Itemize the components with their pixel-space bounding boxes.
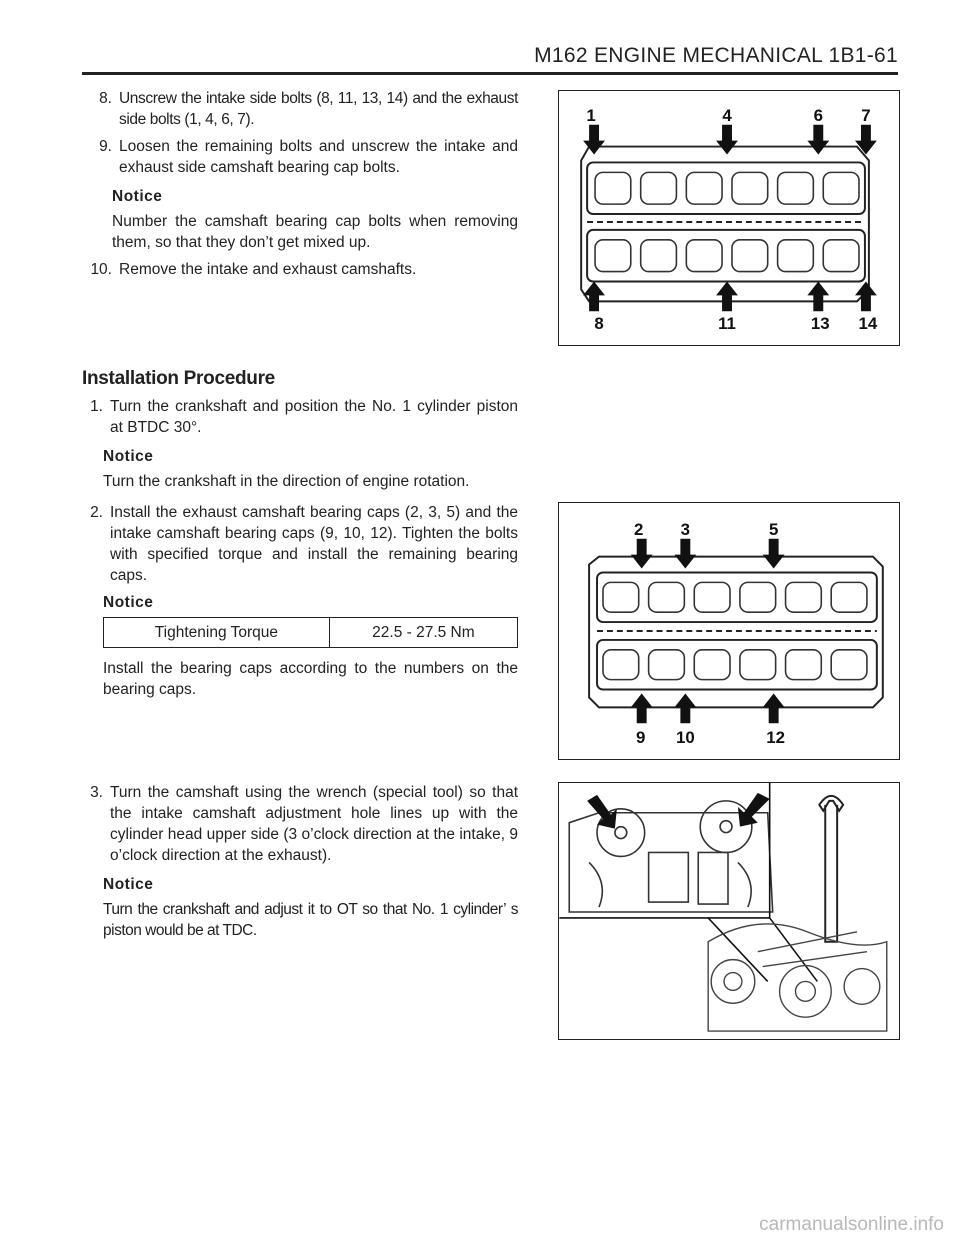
wrench-diagram (559, 783, 899, 1039)
notice-text: Number the camshaft bearing cap bolts when removing them, so that they don’t get mixed up. (112, 213, 518, 251)
bolt-label: 14 (858, 314, 878, 334)
notice-text: Turn the crankshaft in the direction of engine rotation. (103, 473, 470, 490)
step-text: Install the exhaust camshaft bearing caps (2, 3, 5) and the intake camshaft bearing caps (9, 10, 12). Tighten the bolts with specified torque and install the remaining bearing caps. (110, 504, 518, 584)
watermark-text: carmanualsonline.info (759, 1214, 944, 1235)
step-2 (82, 502, 518, 586)
camshaft-diagram-1 (559, 91, 899, 345)
notice-title: Notice (112, 188, 163, 205)
step-9 (82, 136, 518, 178)
notice-text: Install the bearing caps according to the numbers on the bearing caps. (103, 660, 518, 698)
figure-camshaft-bolts-removal (558, 90, 900, 346)
camshaft-diagram-2 (559, 503, 899, 759)
table-row (104, 618, 518, 648)
section-title: Installation Procedure (82, 368, 275, 389)
step-3 (82, 782, 518, 866)
step-number: 10. (90, 261, 112, 278)
install-step-2 (82, 502, 518, 706)
step-text: Unscrew the intake side bolts (8, 11, 13, 14) and the exhaust side bolts (1, 4, 6, 7). (119, 90, 518, 128)
step-10 (82, 259, 518, 280)
removal-steps (82, 88, 518, 286)
header-rule (82, 72, 898, 75)
cap-label: 3 (680, 519, 691, 539)
step-text: Loosen the remaining bolts and unscrew the intake and exhaust side camshaft bearing cap bolts. (119, 138, 518, 176)
step-number: 3. (90, 784, 103, 801)
step-1 (82, 396, 518, 438)
page-header-title: M162 ENGINE MECHANICAL 1B1-61 (534, 44, 898, 67)
figure-bearing-caps-install (558, 502, 900, 760)
bolt-label: 8 (594, 314, 604, 334)
step-number: 1. (90, 398, 103, 415)
step-number: 9. (99, 138, 112, 155)
cap-label: 9 (635, 728, 646, 748)
notice-text: Turn the crankshaft and adjust it to OT so that No. 1 cylinder’ s piston would be at TDC. (103, 901, 518, 939)
figure-camshaft-wrench (558, 782, 900, 1040)
cap-label: 10 (675, 728, 695, 748)
step-text: Remove the intake and exhaust camshafts. (119, 261, 417, 278)
bolt-label: 7 (861, 105, 871, 125)
step-text: Turn the camshaft using the wrench (special tool) so that the intake camshaft adjustment hole lines up with the cylinder head upper side (3 o’clock direction at the intake, 9 o’clock direction at the exhaust). (110, 784, 518, 864)
notice-title: Notice (103, 876, 154, 893)
torque-table (103, 617, 518, 648)
bolt-label: 6 (813, 105, 823, 125)
step-text: Turn the crankshaft and position the No. 1 cylinder piston at BTDC 30°. (110, 398, 518, 436)
notice-title: Notice (103, 448, 154, 465)
step-number: 8. (99, 90, 112, 107)
install-step-3 (82, 782, 518, 947)
install-step-1 (82, 396, 518, 498)
bolt-label: 11 (718, 314, 736, 334)
torque-label: Tightening Torque (104, 618, 330, 648)
bolt-label: 1 (586, 105, 596, 125)
step-8 (82, 88, 518, 130)
bolt-label: 13 (810, 314, 830, 334)
cap-label: 5 (768, 519, 779, 539)
bolt-label: 4 (722, 105, 732, 125)
cap-label: 12 (766, 728, 786, 748)
torque-value: 22.5 - 27.5 Nm (329, 618, 517, 648)
step-number: 2. (90, 504, 103, 521)
cap-label: 2 (634, 519, 644, 539)
notice-title: Notice (103, 594, 154, 611)
